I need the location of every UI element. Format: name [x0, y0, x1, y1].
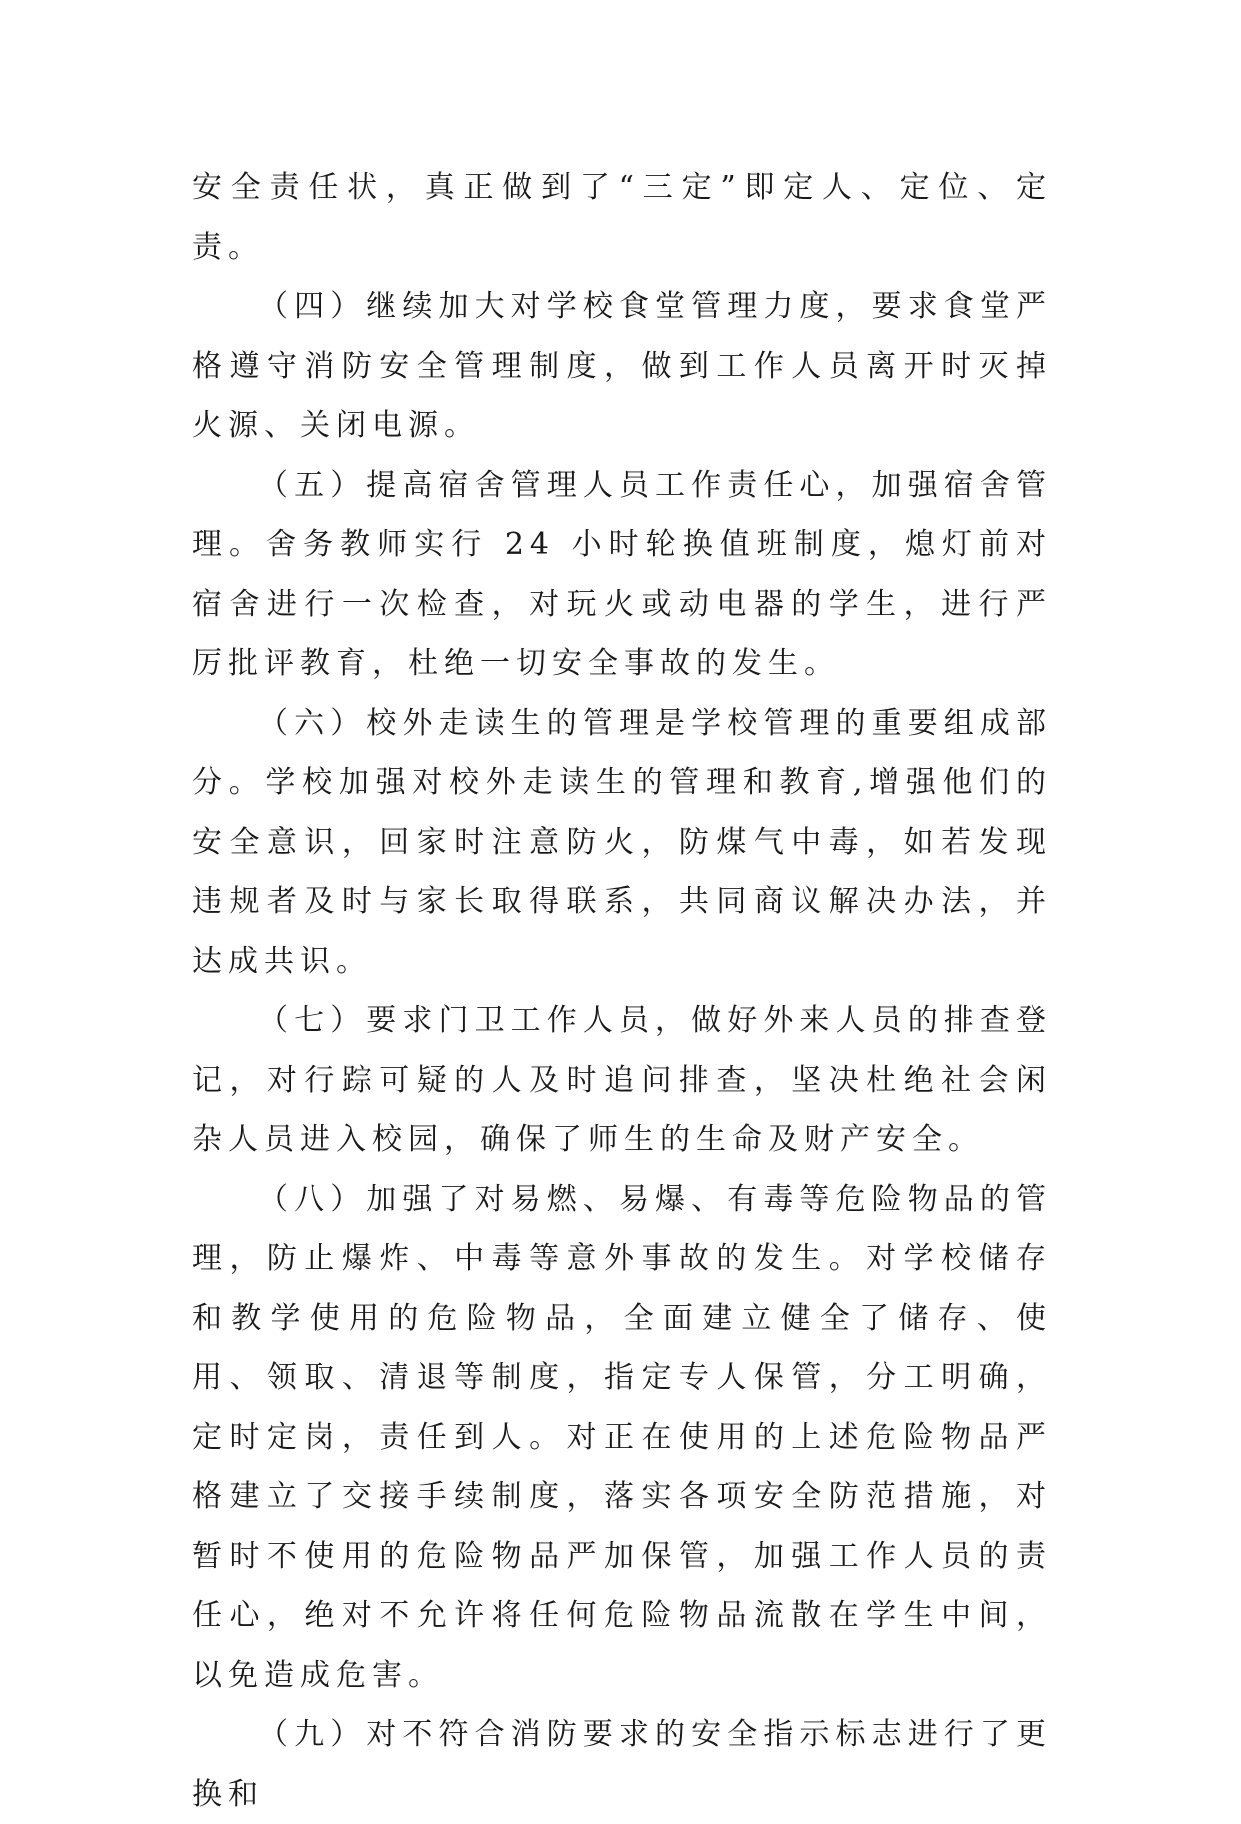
paragraph-item-6: （六）校外走读生的管理是学校管理的重要组成部分。学校加强对校外走读生的管理和教育,增强他们的安全意识，回家时注意防火，防煤气中毒，如若发现违规者及时与家长取得联系，共同商议解决办法，并达成共识。: [192, 705, 1052, 979]
paragraph-item-7: （七）要求门卫工作人员，做好外来人员的排查登记，对行踪可疑的人及时追问排查，坚决杜绝社会闲杂人员进入校园，确保了师生的生命及财产安全。: [192, 1003, 1052, 1157]
paragraph-item-4: （四）继续加大对学校食堂管理力度，要求食堂严格遵守消防安全管理制度，做到工作人员离开时灭掉火源、关闭电源。: [192, 289, 1052, 443]
paragraph-item-8: （八）加强了对易燃、易爆、有毒等危险物品的管理，防止爆炸、中毒等意外事故的发生。对学校储存和教学使用的危险物品，全面建立健全了储存、使用、领取、清退等制度，指定专人保管，分工明确，定时定岗，责任到人。对正在使用的上述危险物品严格建立了交接手续制度，落实各项安全防范措施，对暂时不使用的危险物品严加保管，加强工作人员的责任心，绝对不允许将任何危险物品流散在学生中间，以免造成危害。: [192, 1181, 1052, 1693]
paragraph-item-9: （九）对不符合消防要求的安全指示标志进行了更换和: [192, 1717, 1052, 1812]
paragraph-item-5: （五）提高宿舍管理人员工作责任心，加强宿舍管理。舍务教师实行 24 小时轮换值班制度，熄灯前对宿舍进行一次检查，对玩火或动电器的学生，进行严厉批评教育，杜绝一切安全事故的发生。: [192, 467, 1052, 681]
document-body: [192, 158, 1052, 1824]
paragraph-continuation: 安全责任状，真正做到了“三定”即定人、定位、定责。: [192, 170, 1052, 265]
